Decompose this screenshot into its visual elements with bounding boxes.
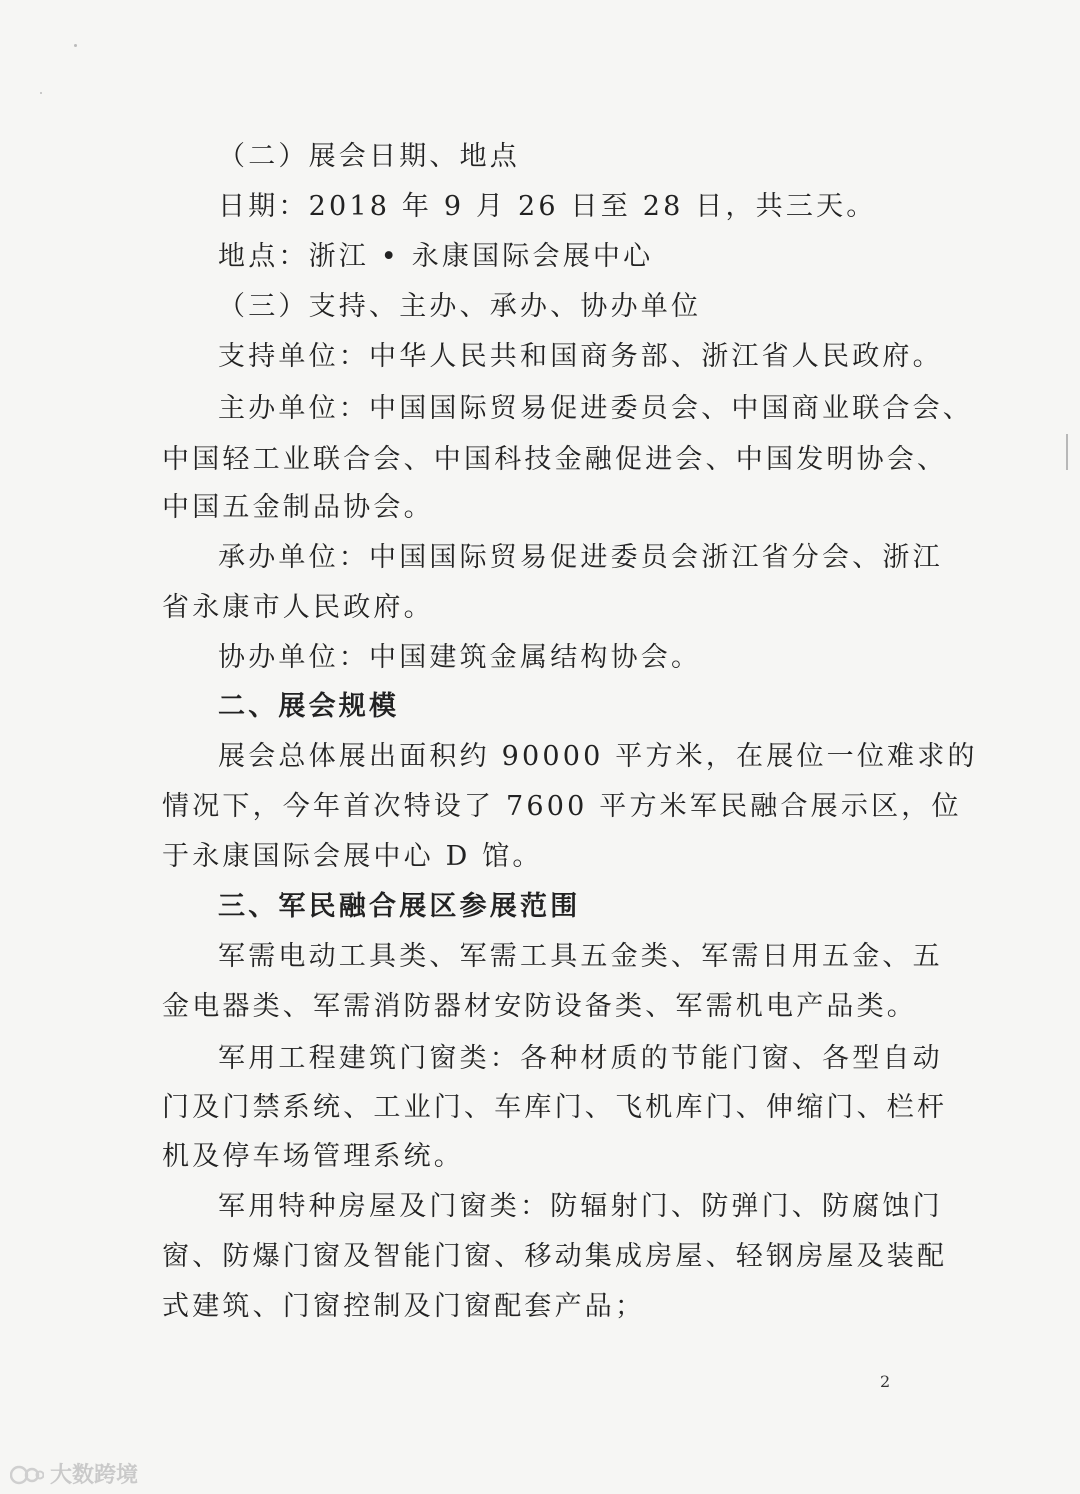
section-heading-scale: 二、展会规模: [218, 691, 400, 722]
scan-edge-mark: [1066, 434, 1068, 470]
scan-speck: [40, 92, 42, 94]
scan-speck: [74, 44, 77, 47]
watermark-text: 大数跨境: [50, 1463, 139, 1488]
paragraph-line: 窗、防爆门窗及智能门窗、移动集成房屋、轻钢房屋及装配: [162, 1241, 948, 1272]
paragraph-line: 展会总体展出面积约 90000 平方米，在展位一位难求的: [218, 741, 978, 772]
paragraph-line: 主办单位：中国国际贸易促进委员会、中国商业联合会、: [218, 393, 973, 424]
paragraph-line: 军用工程建筑门窗类：各种材质的节能门窗、各型自动: [218, 1043, 943, 1074]
paragraph-line: 于永康国际会展中心 D 馆。: [162, 841, 543, 872]
paragraph-line: 式建筑、门窗控制及门窗配套产品；: [162, 1291, 646, 1322]
paragraph-line: 中国五金制品协会。: [162, 492, 434, 523]
section-heading-date-venue: （二）展会日期、地点: [218, 141, 520, 172]
section-heading-scope: 三、军民融合展区参展范围: [218, 891, 581, 922]
paragraph-line: 省永康市人民政府。: [162, 592, 434, 623]
paragraph-line: 地点：浙江 • 永康国际会展中心: [218, 241, 654, 272]
paragraph-line: 机及停车场管理系统。: [162, 1141, 464, 1172]
paragraph-line: 门及门禁系统、工业门、车库门、飞机库门、伸缩门、栏杆: [162, 1092, 948, 1123]
ido-logo-icon: [10, 1461, 44, 1487]
watermark: [10, 1458, 138, 1489]
paragraph-line: 中国轻工业联合会、中国科技金融促进会、中国发明协会、: [162, 444, 948, 475]
paragraph-line: 日期：2018 年 9 月 26 日至 28 日，共三天。: [218, 191, 877, 222]
paragraph-line: 承办单位：中国国际贸易促进委员会浙江省分会、浙江: [218, 542, 943, 573]
paragraph-line: 协办单位：中国建筑金属结构协会。: [218, 642, 702, 673]
page-number: 2: [880, 1372, 891, 1391]
paragraph-line: 军用特种房屋及门窗类：防辐射门、防弹门、防腐蚀门: [218, 1191, 943, 1222]
paragraph-line: 情况下，今年首次特设了 7600 平方米军民融合展示区，位: [162, 791, 962, 822]
paragraph-line: 金电器类、军需消防器材安防设备类、军需机电产品类。: [162, 991, 917, 1022]
paragraph-line: 支持单位：中华人民共和国商务部、浙江省人民政府。: [218, 341, 943, 372]
paragraph-line: 军需电动工具类、军需工具五金类、军需日用五金、五: [218, 941, 943, 972]
section-heading-organizers: （三）支持、主办、承办、协办单位: [218, 291, 702, 322]
